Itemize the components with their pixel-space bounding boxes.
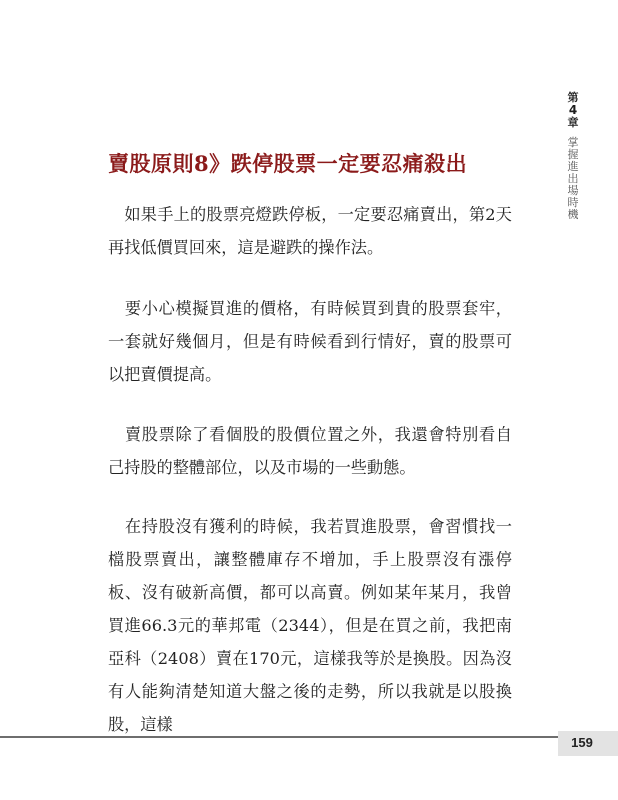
paragraph-4: 在持股沒有獲利的時候，我若買進股票，會習慣找一檔股票賣出，讓整體庫存不增加，手上股票沒有漲停板、沒有破新高價，都可以高賣。例如某年某月，我曾買進66.3元的華邦電（2344），但是在買之前，我把南亞科（2408）賣在170元，這樣我等於是換股。因為沒有人能夠清楚知道大盤之後的走勢，所以我就是以股換股，這樣: [108, 517, 512, 734]
paragraph-3: 賣股票除了看個股的股價位置之外，我還會特別看自己持股的整體部位，以及市場的一些動態。: [108, 425, 512, 477]
chapter-number: 4: [568, 103, 578, 117]
chapter-suffix: 章: [567, 116, 579, 129]
chapter-prefix: 第: [567, 91, 579, 104]
page-number: 159: [571, 735, 593, 750]
paragraph-1: 如果手上的股票亮燈跌停板，一定要忍痛賣出，第2天再找低價買回來，這是避跌的操作法。: [108, 205, 512, 257]
paragraph-2: 要小心模擬買進的價格，有時候買到貴的股票套牢，一套就好幾個月，但是有時候看到行情好，賣的股票可以把賣價提高。: [108, 299, 512, 384]
footer-rule: [0, 736, 558, 738]
section-heading: 賣股原則8》跌停股票一定要忍痛殺出: [108, 151, 468, 176]
chapter-title: 掌握進出場時機: [567, 136, 579, 221]
chapter-tab: [562, 92, 584, 221]
